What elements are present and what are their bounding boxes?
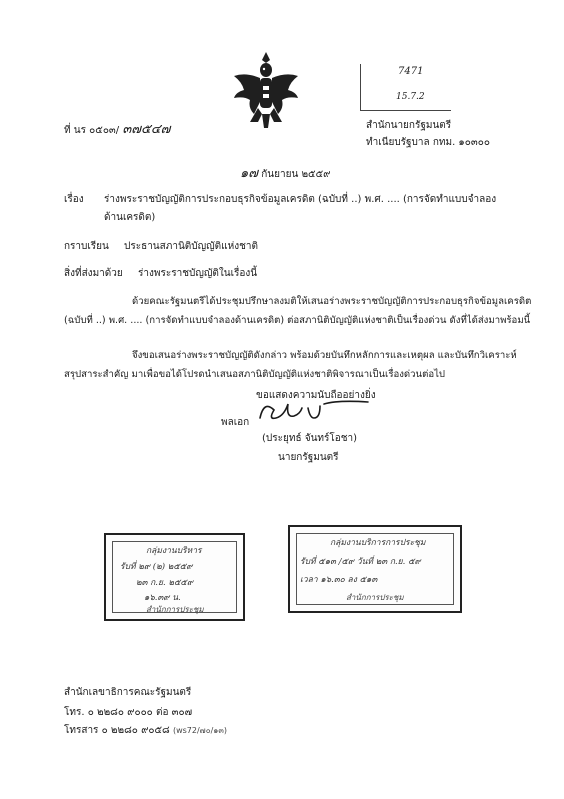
subject-label: เรื่อง bbox=[64, 194, 84, 205]
salutation-text: ประธานสภานิติบัญญัติแห่งชาติ bbox=[124, 241, 258, 252]
stamp-right-title: กลุ่มงานบริการการประชุม bbox=[330, 538, 426, 548]
stamp-right-footer: สำนักการประชุม bbox=[346, 593, 404, 602]
body-p1-line1: ด้วยคณะรัฐมนตรีได้ประชุมปรึกษาลงมติให้เสนอร่างพระราชบัญญัติการประกอบธุรกิจข้อมูลเครดิต bbox=[132, 296, 532, 307]
signer-name: (ประยุทธ์ จันทร์โอชา) bbox=[262, 433, 358, 444]
stamp-left-footer: สำนักการประชุม bbox=[146, 605, 204, 614]
doc-number-value: ๓๗๕๔๗ bbox=[122, 122, 171, 137]
stamp-left-title: กลุ่มงานบริหาร bbox=[146, 546, 202, 556]
body-p2-line1: จึงขอเสนอร่างพระราชบัญญัติดังกล่าว พร้อมด้วยบันทึกหลักการและเหตุผล และบันทึกวิเคราะห์ bbox=[132, 350, 517, 361]
enclosure-label: สิ่งที่ส่งมาด้วย bbox=[64, 268, 123, 279]
date-month-year: กันยายน ๒๕๕๙ bbox=[261, 169, 331, 180]
stamp-left-line1: รับที่ ๒๙ (๒) ๒๕๕๙ bbox=[120, 562, 193, 572]
salutation-label: กราบเรียน bbox=[64, 241, 109, 252]
footer-fax: โทรสาร ๐ ๒๒๘๐ ๙๐๕๘ bbox=[64, 725, 170, 736]
stamp-right-line1: รับที่ ๕๑๓ /๕๙ วันที่ ๒๓ ก.ย. ๕๙ bbox=[300, 557, 421, 567]
footer-fax-note: (ws72/๗๐/๑๓) bbox=[172, 726, 227, 735]
subject-line2: ด้านเครดิต) bbox=[104, 212, 156, 223]
closing-regards: ขอแสดงความนับถืออย่างยิ่ง bbox=[256, 390, 376, 401]
enclosure-text: ร่างพระราชบัญญัติในเรื่องนี้ bbox=[138, 268, 258, 279]
receipt-stamp-right bbox=[288, 525, 462, 613]
receipt-date: 15.7.2 bbox=[396, 92, 425, 102]
office-address: ทำเนียบรัฐบาล กทม. ๑๐๓๐๐ bbox=[366, 137, 490, 148]
receipt-number: 7471 bbox=[398, 66, 424, 77]
signature-icon bbox=[252, 394, 372, 426]
doc-number bbox=[64, 118, 170, 139]
date-day: ๑๗ bbox=[240, 166, 259, 181]
stamp-left-line3: ๑๖.๓๙ น. bbox=[144, 593, 181, 603]
footer-dept: สำนักเลขาธิการคณะรัฐมนตรี bbox=[64, 687, 192, 698]
stamp-left-line2: ๒๓ ก.ย. ๒๕๕๙ bbox=[136, 578, 194, 588]
subject-line1: ร่างพระราชบัญญัติการประกอบธุรกิจข้อมูลเครดิต (ฉบับที่ ..) พ.ศ. .... (การจัดทำแบบจำลอง bbox=[104, 194, 497, 205]
body-p1-line2: (ฉบับที่ ..) พ.ศ. .... (การจัดทำแบบจำลองด้านเครดิต) ต่อสภานิติบัญญัติแห่งชาติเป็นเรื่องด่วน ดังที่ได้ส่งมาพร้อมนี้ bbox=[64, 315, 531, 326]
footer-fax-line bbox=[64, 723, 227, 738]
footer-tel: โทร. ๐ ๒๒๘๐ ๙๐๐๐ ต่อ ๓๐๗ bbox=[64, 707, 193, 718]
receipt-stamp-left bbox=[104, 533, 245, 621]
signer-rank: พลเอก bbox=[221, 417, 250, 428]
doc-number-prefix: ที่ นร ๐๕๐๓/ bbox=[64, 125, 120, 136]
body-p2-line2: สรุปสาระสำคัญ มาเพื่อขอได้โปรดนำเสนอสภานิติบัญญัติแห่งชาติพิจารณาเป็นเรื่องด่วนต่อไป bbox=[64, 369, 446, 380]
doc-date bbox=[240, 162, 331, 183]
garuda-emblem-icon bbox=[231, 50, 301, 132]
stamp-right-line2: เวลา ๑๖.๓๐ ลง ๕๑๓ bbox=[300, 575, 378, 585]
signer-position: นายกรัฐมนตรี bbox=[278, 452, 339, 463]
office-name: สำนักนายกรัฐมนตรี bbox=[366, 120, 452, 131]
